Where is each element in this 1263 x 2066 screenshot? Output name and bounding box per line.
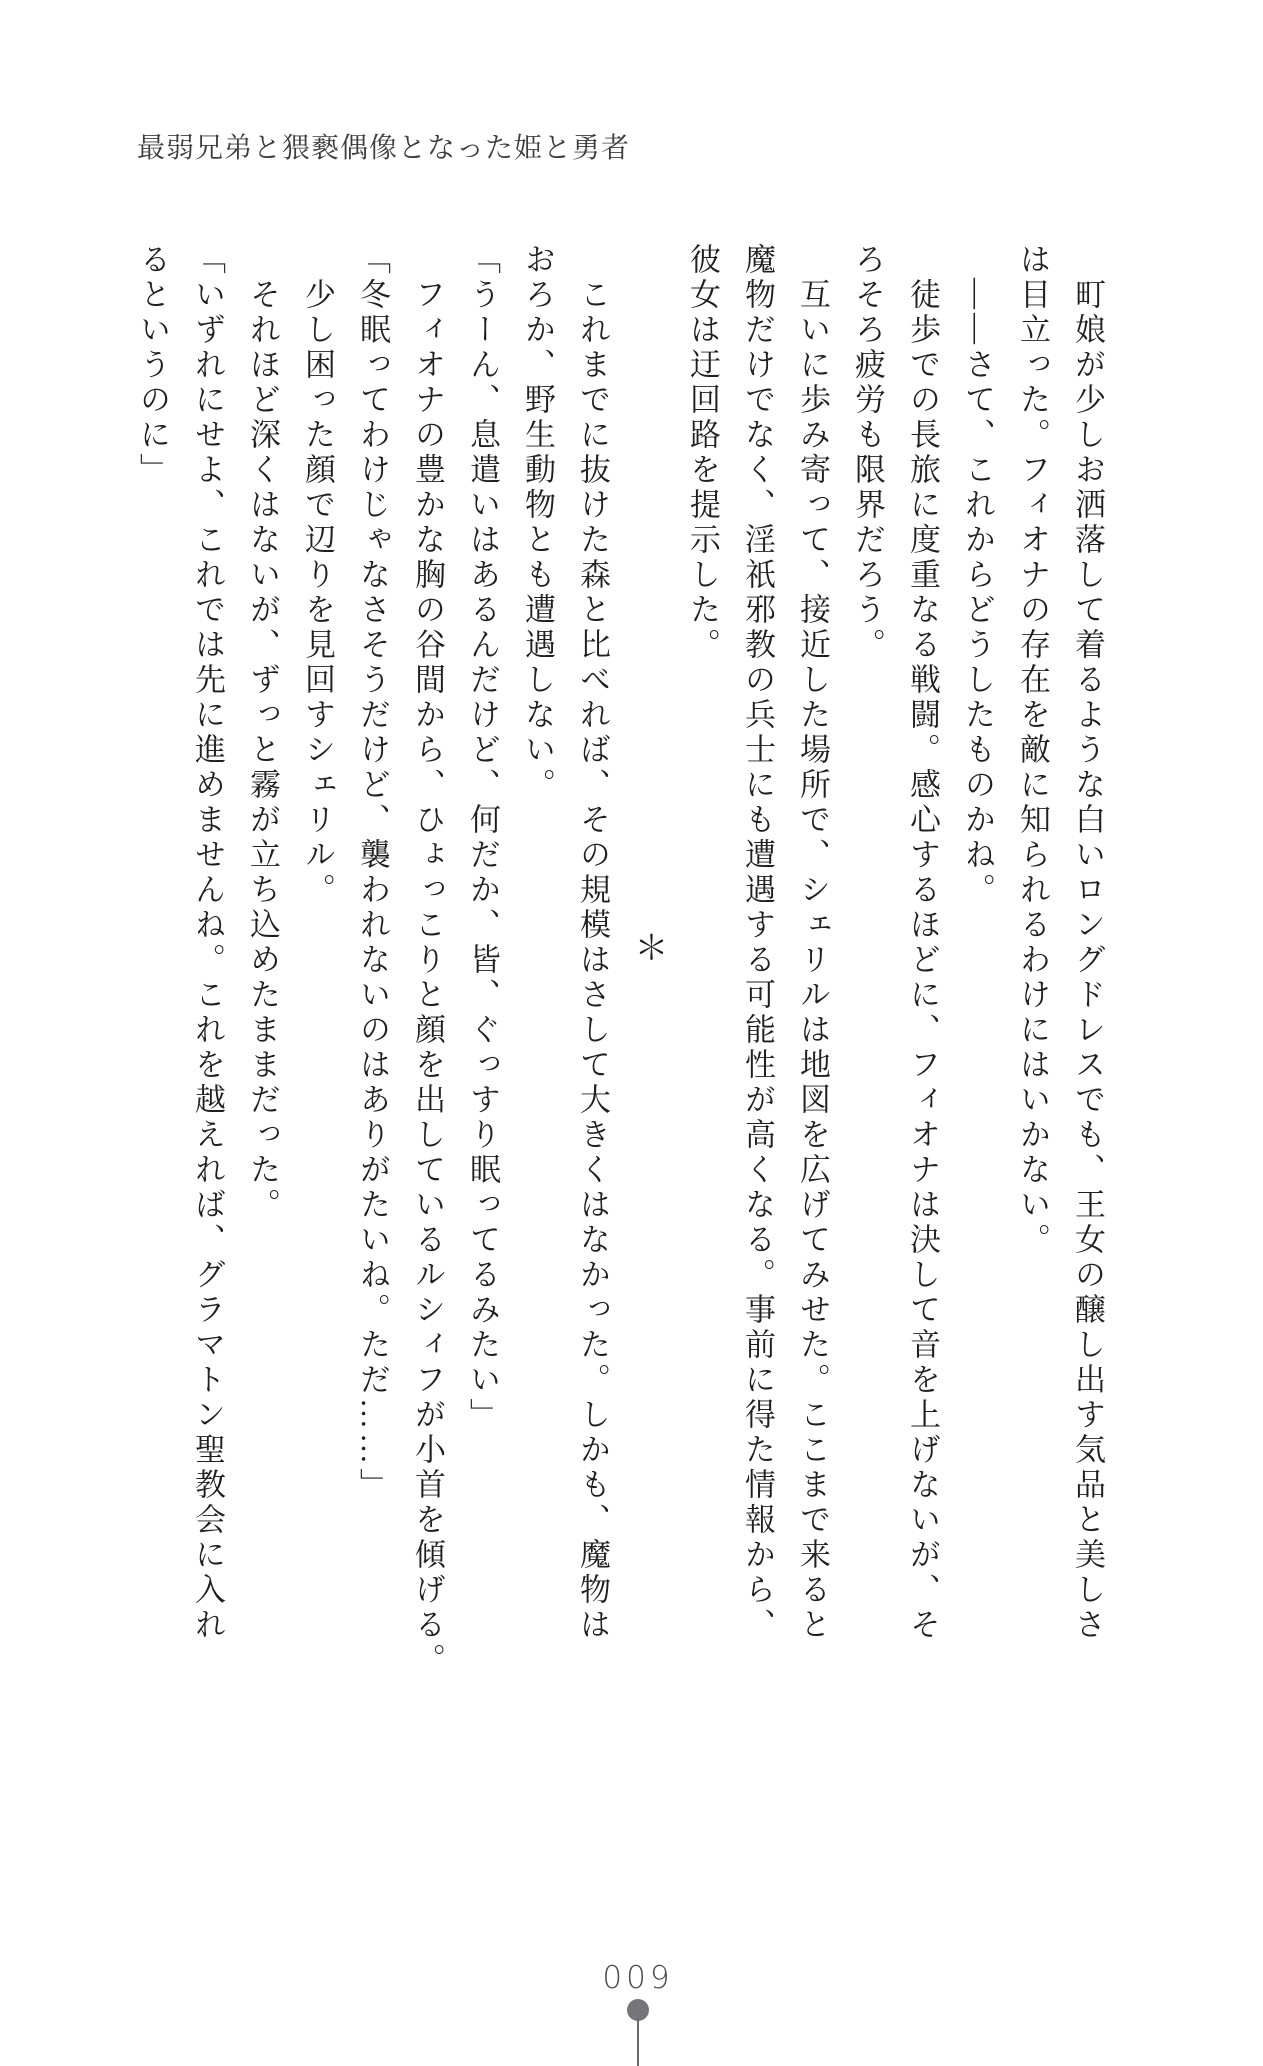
text-line: 彼女は迂回路を提示した。 bbox=[685, 243, 720, 663]
text-line: 「冬眠ってわけじゃなさそうだけど、襲われないのはありがたいね。ただ……」 bbox=[355, 243, 390, 1503]
text-line: 町娘が少しお洒落して着るような白いロングドレスでも、王女の醸し出す気品と美しさ bbox=[1070, 278, 1105, 1643]
text-line: 「いずれにせよ、これでは先に進めませんね。これを越えれば、グラマトン聖教会に入れ bbox=[190, 243, 225, 1643]
text-line: 魔物だけでなく、淫祇邪教の兵士にも遭遇する可能性が高くなる。事前に得た情報から、 bbox=[740, 243, 775, 1643]
text-line: フィオナの豊かな胸の谷間から、ひょっこりと顔を出しているルシィフが小首を傾げる。 bbox=[410, 278, 445, 1678]
body-text-block bbox=[125, 243, 1115, 1678]
running-title: 最弱兄弟と猥褻偶像となった姫と勇者 bbox=[137, 133, 631, 164]
text-line: 互いに歩み寄って、接近した場所で、シェリルは地図を広げてみせた。ここまで来ると bbox=[795, 278, 830, 1643]
section-separator: ＊ bbox=[629, 930, 666, 964]
text-line: それほど深くはないが、ずっと霧が立ち込めたままだった。 bbox=[245, 278, 280, 1223]
text-line: 少し困った顔で辺りを見回すシェリル。 bbox=[300, 278, 335, 908]
text-line: 徒歩での長旅に度重なる戦闘。感心するほどに、フィオナは決して音を上げないが、そ bbox=[905, 278, 940, 1643]
text-line: ――さて、これからどうしたものかね。 bbox=[960, 278, 995, 908]
text-line: るというのに」 bbox=[135, 243, 170, 488]
text-line: 「うーん、息遣いはあるんだけど、何だか、皆、ぐっすり眠ってるみたい」 bbox=[465, 243, 500, 1433]
text-line: これまでに抜けた森と比べれば、その規模はさして大きくはなかった。しかも、魔物は bbox=[575, 278, 610, 1643]
page-ornament-line bbox=[637, 2018, 639, 2066]
text-line: おろか、野生動物とも遭遇しない。 bbox=[520, 243, 555, 803]
page-number: 009 bbox=[602, 1960, 674, 1996]
text-line: ろそろ疲労も限界だろう。 bbox=[850, 243, 885, 663]
text-line: は目立った。フィオナの存在を敵に知られるわけにはいかない。 bbox=[1015, 243, 1050, 1258]
